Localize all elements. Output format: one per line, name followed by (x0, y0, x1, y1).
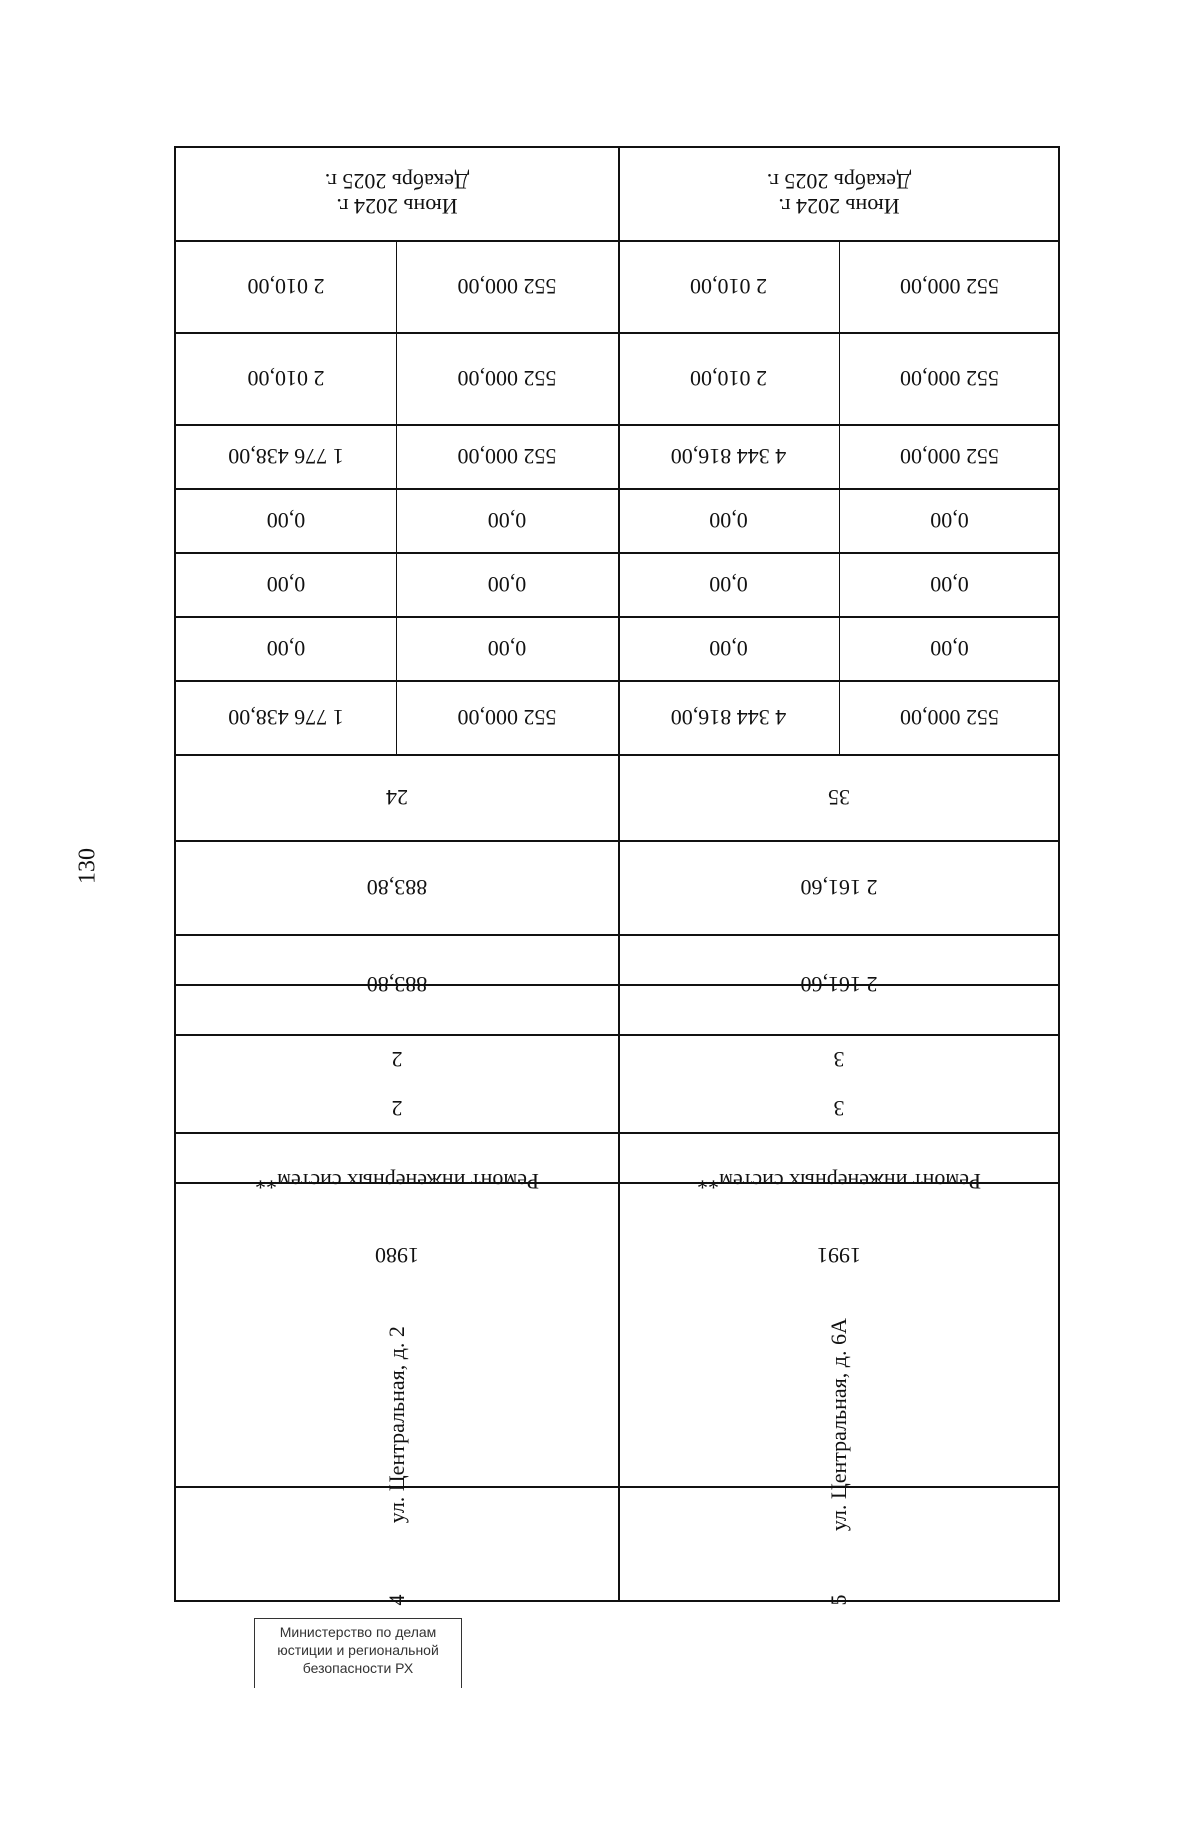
cost-a: 552 000,00 (457, 365, 557, 391)
cost-b: 0,00 (709, 635, 748, 661)
cost-b: 0,00 (709, 571, 748, 597)
cost-a: 0,00 (930, 635, 969, 661)
year: 1991 (817, 1242, 861, 1268)
cost-b: 2 010,00 (690, 273, 767, 299)
cost-b: 4 344 816,00 (670, 443, 787, 469)
cost-b: 0,00 (266, 507, 306, 533)
year: 1980 (375, 1242, 419, 1268)
cost-a: 552 000,00 (457, 443, 557, 469)
cost-a: 0,00 (487, 635, 527, 661)
period-cell (176, 148, 618, 240)
value-1: 3 (833, 1095, 845, 1121)
cost-b: 2 010,00 (247, 273, 325, 299)
cost-b: 1 776 438,00 (228, 704, 344, 730)
cost-a: 552 000,00 (900, 273, 999, 299)
cost-a: 552 000,00 (900, 365, 999, 391)
cost-b: 2 010,00 (247, 365, 325, 391)
cost-a: 552 000,00 (457, 704, 557, 730)
cost-b: 2 010,00 (690, 365, 767, 391)
data-table (174, 146, 1060, 1606)
period-cell (618, 148, 1060, 240)
page-number: 130 (74, 848, 101, 884)
cost-a: 552 000,00 (457, 273, 557, 299)
stamp-line: юстиции и региональной (277, 1642, 439, 1659)
period-start: Июнь 2024 г. (778, 194, 900, 220)
period-end: Декабрь 2025 г. (766, 169, 912, 194)
value-2: 2 (391, 1046, 403, 1072)
cost-a: 552 000,00 (900, 443, 999, 469)
period-start: Июнь 2024 г. (336, 194, 458, 220)
address: ул. Центральная, д. 6А (826, 1318, 852, 1532)
cost-a: 0,00 (487, 571, 527, 597)
value-1: 2 (391, 1095, 403, 1121)
period-end: Декабрь 2025 г. (324, 169, 470, 194)
value-4: 2 161,60 (800, 874, 878, 900)
value-5: 35 (828, 784, 850, 810)
row-index: 5 (826, 1594, 852, 1606)
value-3: 883,80 (366, 971, 428, 997)
address: ул. Центральная, д. 2 (384, 1326, 410, 1524)
cost-a: 0,00 (930, 507, 969, 533)
cost-b: 4 344 816,00 (670, 704, 787, 730)
cost-b: 0,00 (709, 507, 748, 533)
value-5: 24 (386, 784, 408, 810)
work-type: Ремонт инженерных систем** (255, 1168, 539, 1194)
cost-b: 0,00 (266, 571, 306, 597)
cost-a: 0,00 (930, 571, 969, 597)
value-4: 883,80 (366, 874, 428, 900)
stamp-line: Министерство по делам (279, 1624, 437, 1640)
cost-b: 0,00 (266, 635, 306, 661)
cost-a: 552 000,00 (900, 704, 999, 730)
value-3: 2 161,60 (800, 971, 878, 997)
cost-a: 0,00 (487, 507, 527, 533)
cost-b: 1 776 438,00 (228, 443, 344, 469)
stamp-line: безопасности РХ (302, 1660, 414, 1677)
work-type: Ремонт инженерных систем** (697, 1168, 981, 1194)
value-2: 3 (833, 1046, 845, 1072)
ministry-stamp (254, 1618, 462, 1688)
row-index: 4 (384, 1594, 410, 1606)
